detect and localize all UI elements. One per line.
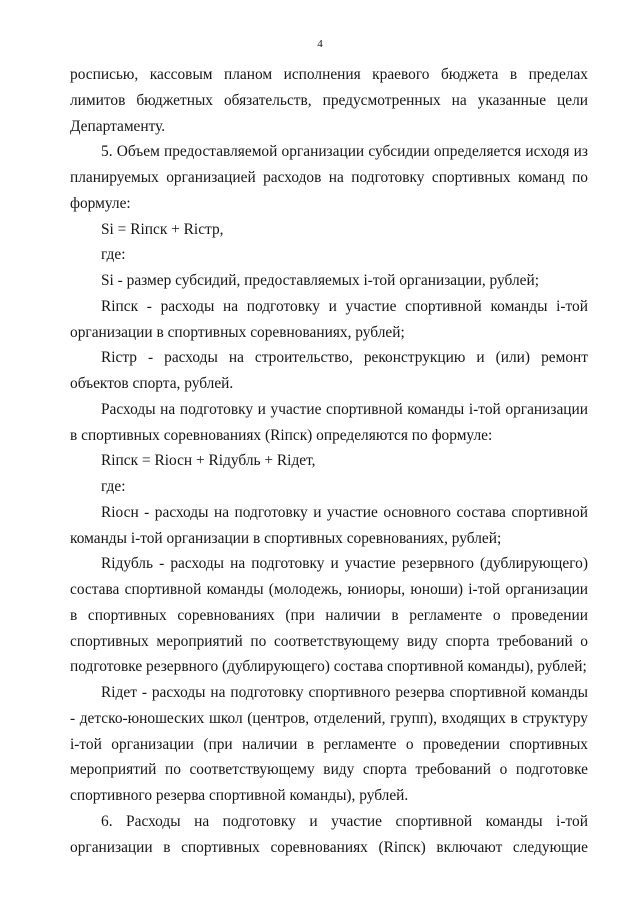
formula-where-label: где: xyxy=(101,246,126,264)
definition-ridet: Riдет - расходы на подготовку спортивного резерва спортивной команды - детско-юношеских школ (центров, отделений, групп), входящих в структуру i-той организации (при наличии в регламенте о проведении спортивных мероприятий по соответствующему виду спорта требований о подготовке спортивного резерва спортивной команды), рублей. xyxy=(70,684,588,804)
formula-where-label-2: где: xyxy=(101,478,126,495)
definition-riosn: Riосн - расходы на подготовку и участие основного состава спортивной команды i-той организации в спортивных соревнованиях, рублей; xyxy=(70,503,588,547)
paragraph-subsidy-volume: 5. Объем предоставляемой организации субсидии определяется исходя из планируемых организацией расходов на подготовку спортивных команд по формуле: xyxy=(70,143,588,212)
formula-si: Si = Riпск + Riстр, xyxy=(101,220,224,238)
paragraph-budget-continuation: росписью, кассовым планом исполнения краевого бюджета в пределах лимитов бюджетных обязательств, предусмотренных на указанные цели Департаменту. xyxy=(70,66,588,135)
definition-ridubl: Riдубль - расходы на подготовку и участие резервного (дублирующего) состава спортивной команды (молодежь, юниоры, юноши) i-той организации в спортивных соревнованиях (при наличии в регламенте о проведении спортивных мероприятий по соответствующему виду спорта требований о подготовке резервного (дублирующего) состава спортивной команды), рублей; xyxy=(70,555,588,676)
definition-ristr: Riстр - расходы на строительство, реконструкцию и (или) ремонт объектов спорта, рублей. xyxy=(70,349,588,392)
definition-si: Si - размер субсидий, предоставляемых i-той организации, рублей; xyxy=(101,272,539,289)
formula-ripsk: Riпск = Riосн + Riдубль + Riдет, xyxy=(101,452,316,470)
page-number: 4 xyxy=(317,38,323,50)
paragraph-ripsk-intro: Расходы на подготовку и участие спортивной команды i-той организации в спортивных соревнованиях (Riпск) определяются по формуле: xyxy=(70,400,588,444)
paragraph-section-6: 6. Расходы на подготовку и участие спортивной команды i-той организации в спортивных соревнованиях (Riпск) включают следующие xyxy=(70,812,588,856)
definition-ripsk: Riпск - расходы на подготовку и участие спортивной команды i-той организации в спортивных соревнованиях, рублей; xyxy=(70,297,588,341)
document-body xyxy=(70,62,588,860)
